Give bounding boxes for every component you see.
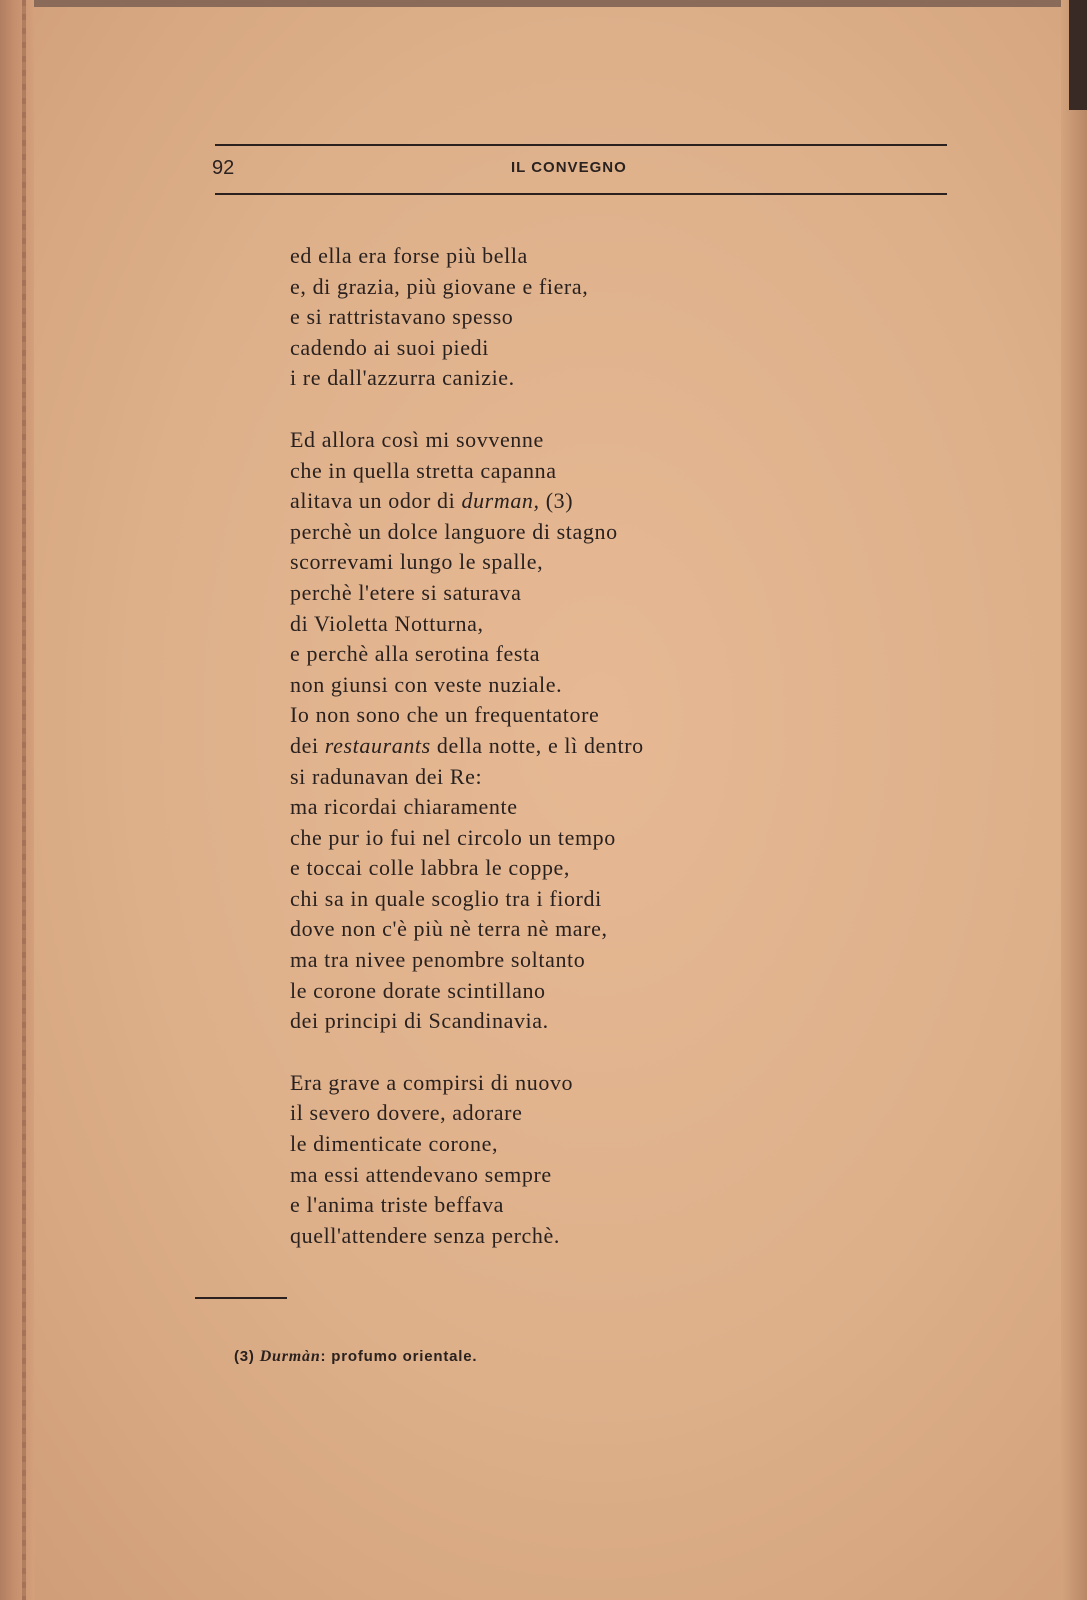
footnote-text: : profumo orientale. (320, 1348, 478, 1365)
verse-line: dei principi di Scandinavia. (290, 1008, 549, 1034)
verse-line: le corone dorate scintillano (290, 977, 546, 1003)
footnote-reference: (3) (539, 488, 574, 514)
verse-line: Era grave a compirsi di nuovo (290, 1069, 574, 1095)
verse-line: e, di grazia, più giovane e fiera, (290, 273, 589, 299)
italic-word-restaurants: restaurants (324, 732, 431, 758)
verse-line: perchè l'etere si saturava (290, 579, 522, 605)
cover-corner (1069, 0, 1087, 110)
page-top-edge (0, 0, 1087, 7)
footnote-term: Durmàn (259, 1348, 321, 1365)
running-title: IL CONVEGNO (511, 159, 627, 176)
verse-text: alitava un odor di (290, 488, 462, 514)
stanza-2 (290, 425, 644, 1037)
poem-body (290, 241, 644, 1282)
header-rule-bottom (215, 193, 947, 195)
verse-line: perchè un dolce languore di stagno (290, 518, 618, 544)
verse-line: e perchè alla serotina festa (290, 641, 541, 667)
verse-line: ma ricordai chiaramente (290, 794, 518, 820)
verse-line: cadendo ai suoi piedi (290, 334, 489, 360)
verse-line: ma essi attendevano sempre (290, 1161, 552, 1187)
italic-word-durman: durman, (461, 488, 540, 514)
verse-line: che pur io fui nel circolo un tempo (290, 824, 616, 850)
verse-line: Ed allora così mi sovvenne (290, 426, 544, 452)
verse-line: si radunavan dei Re: (290, 763, 483, 789)
verse-line: quell'attendere senza perchè. (290, 1222, 560, 1248)
verse-line: ma tra nivee penombre soltanto (290, 947, 586, 973)
verse-line: di Violetta Notturna, (290, 610, 484, 636)
page-right-edge (1061, 0, 1087, 1600)
verse-line: Io non sono che un frequentatore (290, 702, 600, 728)
verse-line: le dimenticate corone, (290, 1131, 499, 1157)
book-binding-edge (0, 0, 34, 1600)
verse-line: chi sa in quale scoglio tra i fiordi (290, 885, 602, 911)
verse-line: e l'anima triste beffava (290, 1192, 505, 1218)
verse-line: dove non c'è più nè terra nè mare, (290, 916, 608, 942)
header-rule-top (215, 144, 947, 146)
footnote-rule (195, 1297, 287, 1299)
verse-line: scorrevami lungo le spalle, (290, 549, 544, 575)
verse-text: dei (290, 732, 325, 758)
verse-line: che in quella stretta capanna (290, 457, 557, 483)
stanza-3 (290, 1068, 644, 1252)
verse-line: e si rattristavano spesso (290, 304, 514, 330)
verse-text: della notte, e lì dentro (430, 732, 644, 758)
stanza-1 (290, 241, 644, 394)
verse-line: ed ella era forse più bella (290, 243, 528, 268)
verse-line: i re dall'azzurra canizie. (290, 365, 515, 391)
verse-line-durman (290, 486, 644, 517)
page-number: 92 (212, 157, 235, 179)
verse-line: non giunsi con veste nuziale. (290, 671, 563, 697)
verse-line: e toccai colle labbra le coppe, (290, 855, 571, 881)
footnote (234, 1348, 477, 1366)
verse-line: il severo dovere, adorare (290, 1100, 523, 1126)
footnote-marker: (3) (234, 1348, 260, 1365)
verse-line-restaurants (290, 731, 644, 762)
